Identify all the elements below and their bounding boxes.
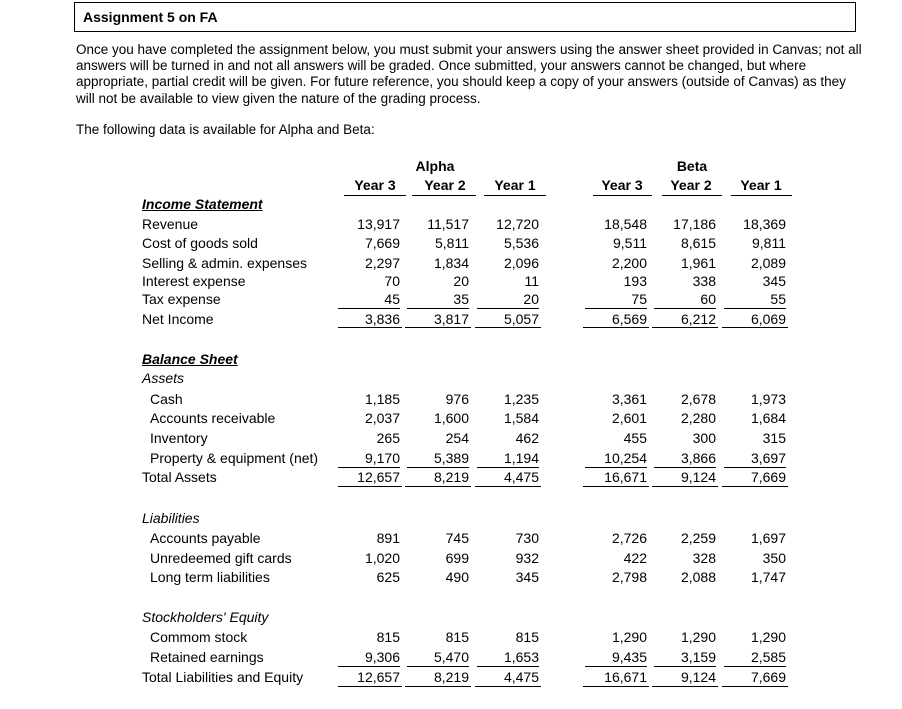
cell-value: 2,585 xyxy=(724,649,786,667)
cell-value: 265 xyxy=(376,430,400,446)
cell-value: 2,678 xyxy=(680,391,716,407)
total-rule xyxy=(583,486,649,487)
cell-value: 2,037 xyxy=(364,410,400,426)
cell-value: 338 xyxy=(692,273,716,289)
cell-value: 3,697 xyxy=(724,450,786,468)
cell-value: 35 xyxy=(407,291,469,309)
total-rule xyxy=(722,327,788,328)
row-label: Long term liabilities xyxy=(150,569,270,585)
header-rule xyxy=(731,195,792,196)
cell-value: 455 xyxy=(623,430,647,446)
cell-value: 6,069 xyxy=(750,311,786,327)
cell-value: 3,836 xyxy=(364,311,400,327)
cell-value: 5,470 xyxy=(407,649,469,667)
cell-value: 2,089 xyxy=(750,255,786,271)
header-rule xyxy=(412,195,476,196)
header-rule xyxy=(484,195,546,196)
cell-value: 1,834 xyxy=(433,255,469,271)
cell-value: 9,170 xyxy=(338,450,400,468)
year-header: Year 3 xyxy=(601,177,643,193)
row-label: Net Income xyxy=(142,311,214,327)
cell-value: 18,369 xyxy=(743,216,786,232)
cell-value: 20 xyxy=(477,291,539,309)
cell-value: 350 xyxy=(762,550,786,566)
row-label: Interest expense xyxy=(142,273,246,289)
company-header-alpha: Alpha xyxy=(415,158,455,174)
year-header: Year 1 xyxy=(740,177,782,193)
cell-value: 4,475 xyxy=(503,469,539,485)
cell-value: 9,811 xyxy=(752,235,786,251)
row-label: Total Liabilities and Equity xyxy=(142,669,304,685)
row-label: Tax expense xyxy=(142,291,221,307)
total-rule xyxy=(338,686,402,687)
total-rule xyxy=(338,327,402,328)
total-rule xyxy=(583,686,649,687)
row-label: Retained earnings xyxy=(150,649,264,665)
cell-value: 9,511 xyxy=(613,235,647,251)
subsection-heading: Liabilities xyxy=(142,510,200,526)
cell-value: 1,194 xyxy=(477,450,539,468)
cell-value: 3,361 xyxy=(611,391,647,407)
row-label: Commom stock xyxy=(150,629,248,645)
cell-value: 11 xyxy=(524,273,539,289)
total-rule xyxy=(405,327,471,328)
cell-value: 5,811 xyxy=(435,235,469,251)
cell-value: 18,548 xyxy=(604,216,647,232)
total-rule xyxy=(475,327,541,328)
cell-value: 5,536 xyxy=(503,235,539,251)
cell-value: 2,601 xyxy=(611,410,647,426)
cell-value: 254 xyxy=(445,430,469,446)
year-header: Year 3 xyxy=(354,177,396,193)
cell-value: 45 xyxy=(338,291,400,309)
cell-value: 932 xyxy=(515,550,539,566)
cell-value: 300 xyxy=(692,430,716,446)
cell-value: 2,088 xyxy=(680,569,716,585)
cell-value: 2,798 xyxy=(611,569,647,585)
cell-value: 2,280 xyxy=(680,410,716,426)
cell-value: 12,657 xyxy=(357,469,400,485)
cell-value: 12,657 xyxy=(357,669,400,685)
cell-value: 20 xyxy=(453,273,469,289)
cell-value: 60 xyxy=(654,291,716,309)
cell-value: 730 xyxy=(515,530,539,546)
cell-value: 12,720 xyxy=(496,216,539,232)
header-rule xyxy=(662,195,722,196)
row-label: Accounts receivable xyxy=(150,410,276,426)
total-rule xyxy=(475,686,541,687)
cell-value: 9,435 xyxy=(585,649,647,667)
total-rule xyxy=(722,686,788,687)
cell-value: 5,389 xyxy=(407,450,469,468)
cell-value: 462 xyxy=(515,430,539,446)
section-heading: Balance Sheet xyxy=(142,351,238,367)
cell-value: 328 xyxy=(692,550,716,566)
row-label: Selling & admin. expenses xyxy=(142,255,307,271)
total-rule xyxy=(652,327,718,328)
cell-value: 3,817 xyxy=(433,311,469,327)
cell-value: 422 xyxy=(623,550,647,566)
cell-value: 345 xyxy=(762,273,786,289)
cell-value: 315 xyxy=(762,430,786,446)
header-rule xyxy=(593,195,652,196)
intro-paragraph: Once you have completed the assignment below, you must submit your answers using the answer sheet provided in Canvas; not all answers will be turned in and not all answers will be graded. Once submitted, your answers cannot be changed, but where appropriate, partial credit will be given. For future reference, you should keep a copy of your answers (outside of Canvas) as they will not be available to view given the nature of the grading process. xyxy=(76,42,862,106)
row-label: Cash xyxy=(150,391,183,407)
cell-value: 1,290 xyxy=(680,629,716,645)
cell-value: 2,096 xyxy=(503,255,539,271)
cell-value: 9,124 xyxy=(680,469,716,485)
row-label: Revenue xyxy=(142,216,199,232)
subintro-text: The following data is available for Alpha and Beta: xyxy=(76,122,375,137)
cell-value: 3,866 xyxy=(654,450,716,468)
cell-value: 2,259 xyxy=(680,530,716,546)
cell-value: 9,306 xyxy=(338,649,400,667)
cell-value: 2,200 xyxy=(611,255,647,271)
year-header: Year 1 xyxy=(494,177,536,193)
row-label: Accounts payable xyxy=(150,530,261,546)
cell-value: 5,057 xyxy=(503,311,539,327)
subsection-heading: Stockholders' Equity xyxy=(142,609,269,625)
cell-value: 7,669 xyxy=(364,235,400,251)
year-header: Year 2 xyxy=(670,177,712,193)
cell-value: 976 xyxy=(445,391,469,407)
cell-value: 6,569 xyxy=(611,311,647,327)
total-rule xyxy=(405,486,471,487)
total-rule xyxy=(652,686,718,687)
cell-value: 1,290 xyxy=(750,629,786,645)
header-rule xyxy=(344,195,406,196)
cell-value: 745 xyxy=(445,530,469,546)
cell-value: 1,653 xyxy=(477,649,539,667)
cell-value: 1,235 xyxy=(503,391,539,407)
section-heading: Income Statement xyxy=(142,196,263,212)
total-rule xyxy=(652,486,718,487)
row-label: Total Assets xyxy=(142,469,217,485)
cell-value: 2,726 xyxy=(611,530,647,546)
cell-value: 16,671 xyxy=(604,669,647,685)
title-box xyxy=(74,2,856,32)
cell-value: 2,297 xyxy=(364,255,400,271)
row-label: Inventory xyxy=(150,430,208,446)
cell-value: 1,185 xyxy=(364,391,400,407)
cell-value: 815 xyxy=(515,629,539,645)
cell-value: 8,219 xyxy=(433,669,469,685)
cell-value: 625 xyxy=(376,569,400,585)
cell-value: 75 xyxy=(585,291,647,309)
cell-value: 16,671 xyxy=(604,469,647,485)
page-title: Assignment 5 on FA xyxy=(83,9,218,25)
cell-value: 9,124 xyxy=(680,669,716,685)
cell-value: 1,600 xyxy=(433,410,469,426)
cell-value: 1,973 xyxy=(750,391,786,407)
cell-value: 6,212 xyxy=(680,311,716,327)
total-rule xyxy=(338,486,402,487)
cell-value: 4,475 xyxy=(503,669,539,685)
cell-value: 1,747 xyxy=(750,569,786,585)
cell-value: 1,684 xyxy=(750,410,786,426)
total-rule xyxy=(405,686,471,687)
cell-value: 17,186 xyxy=(673,216,716,232)
cell-value: 7,669 xyxy=(750,469,786,485)
cell-value: 3,159 xyxy=(654,649,716,667)
total-rule xyxy=(722,486,788,487)
cell-value: 13,917 xyxy=(357,216,400,232)
cell-value: 815 xyxy=(376,629,400,645)
cell-value: 1,290 xyxy=(611,629,647,645)
cell-value: 1,961 xyxy=(680,255,716,271)
row-label: Unredeemed gift cards xyxy=(150,550,292,566)
cell-value: 7,669 xyxy=(750,669,786,685)
cell-value: 8,219 xyxy=(433,469,469,485)
cell-value: 11,517 xyxy=(427,216,469,232)
cell-value: 10,254 xyxy=(585,450,647,468)
subsection-heading: Assets xyxy=(142,370,185,386)
cell-value: 815 xyxy=(445,629,469,645)
cell-value: 70 xyxy=(384,273,400,289)
cell-value: 1,020 xyxy=(364,550,400,566)
cell-value: 490 xyxy=(445,569,469,585)
row-label: Property & equipment (net) xyxy=(150,450,319,466)
cell-value: 55 xyxy=(724,291,786,309)
total-rule xyxy=(583,327,649,328)
cell-value: 1,697 xyxy=(750,530,786,546)
cell-value: 699 xyxy=(445,550,469,566)
cell-value: 8,615 xyxy=(680,235,716,251)
company-header-beta: Beta xyxy=(676,158,708,174)
row-label: Cost of goods sold xyxy=(142,235,258,251)
total-rule xyxy=(475,486,541,487)
cell-value: 345 xyxy=(515,569,539,585)
cell-value: 891 xyxy=(376,530,400,546)
cell-value: 1,584 xyxy=(503,410,539,426)
year-header: Year 2 xyxy=(424,177,466,193)
cell-value: 193 xyxy=(623,273,647,289)
